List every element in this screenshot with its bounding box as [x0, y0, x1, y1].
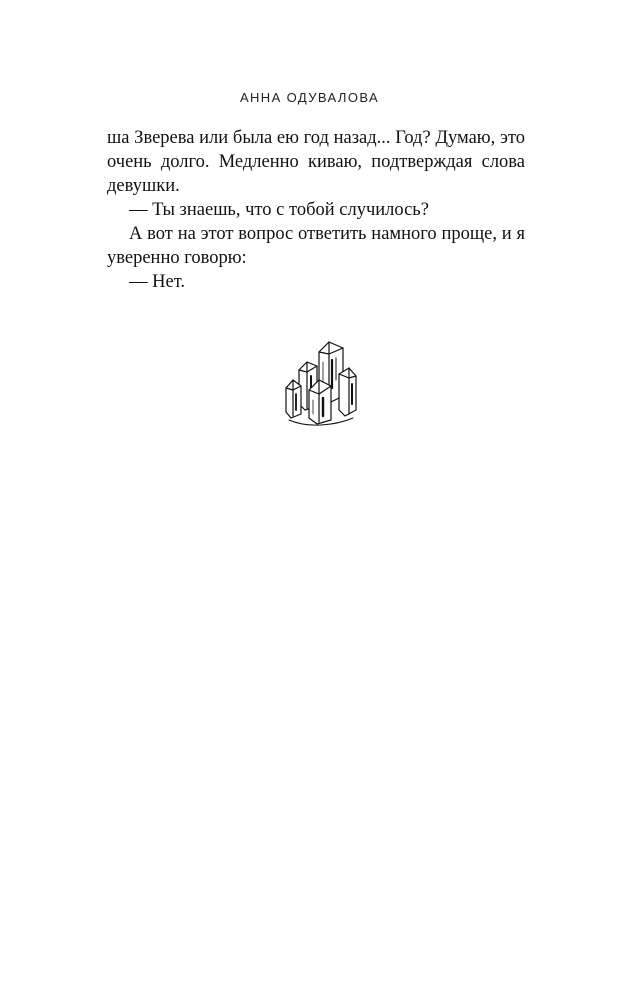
paragraph-continuation: ша Зверева или была ею год назад... Год? Думаю, это очень долго. Медленно киваю, подтверждая слова девушки.: [107, 128, 525, 196]
paragraph-dialogue-question: — Ты знаешь, что с тобой случилось?: [129, 200, 429, 220]
running-header-author: АННА ОДУВАЛОВА: [239, 90, 380, 105]
body-text: [107, 126, 525, 294]
crystal-cluster-icon: [283, 340, 359, 426]
paragraph-dialogue-answer: — Нет.: [129, 272, 186, 292]
paragraph-narration: А вот на этот вопрос ответить намного проще, и я уверенно говорю:: [107, 224, 525, 268]
